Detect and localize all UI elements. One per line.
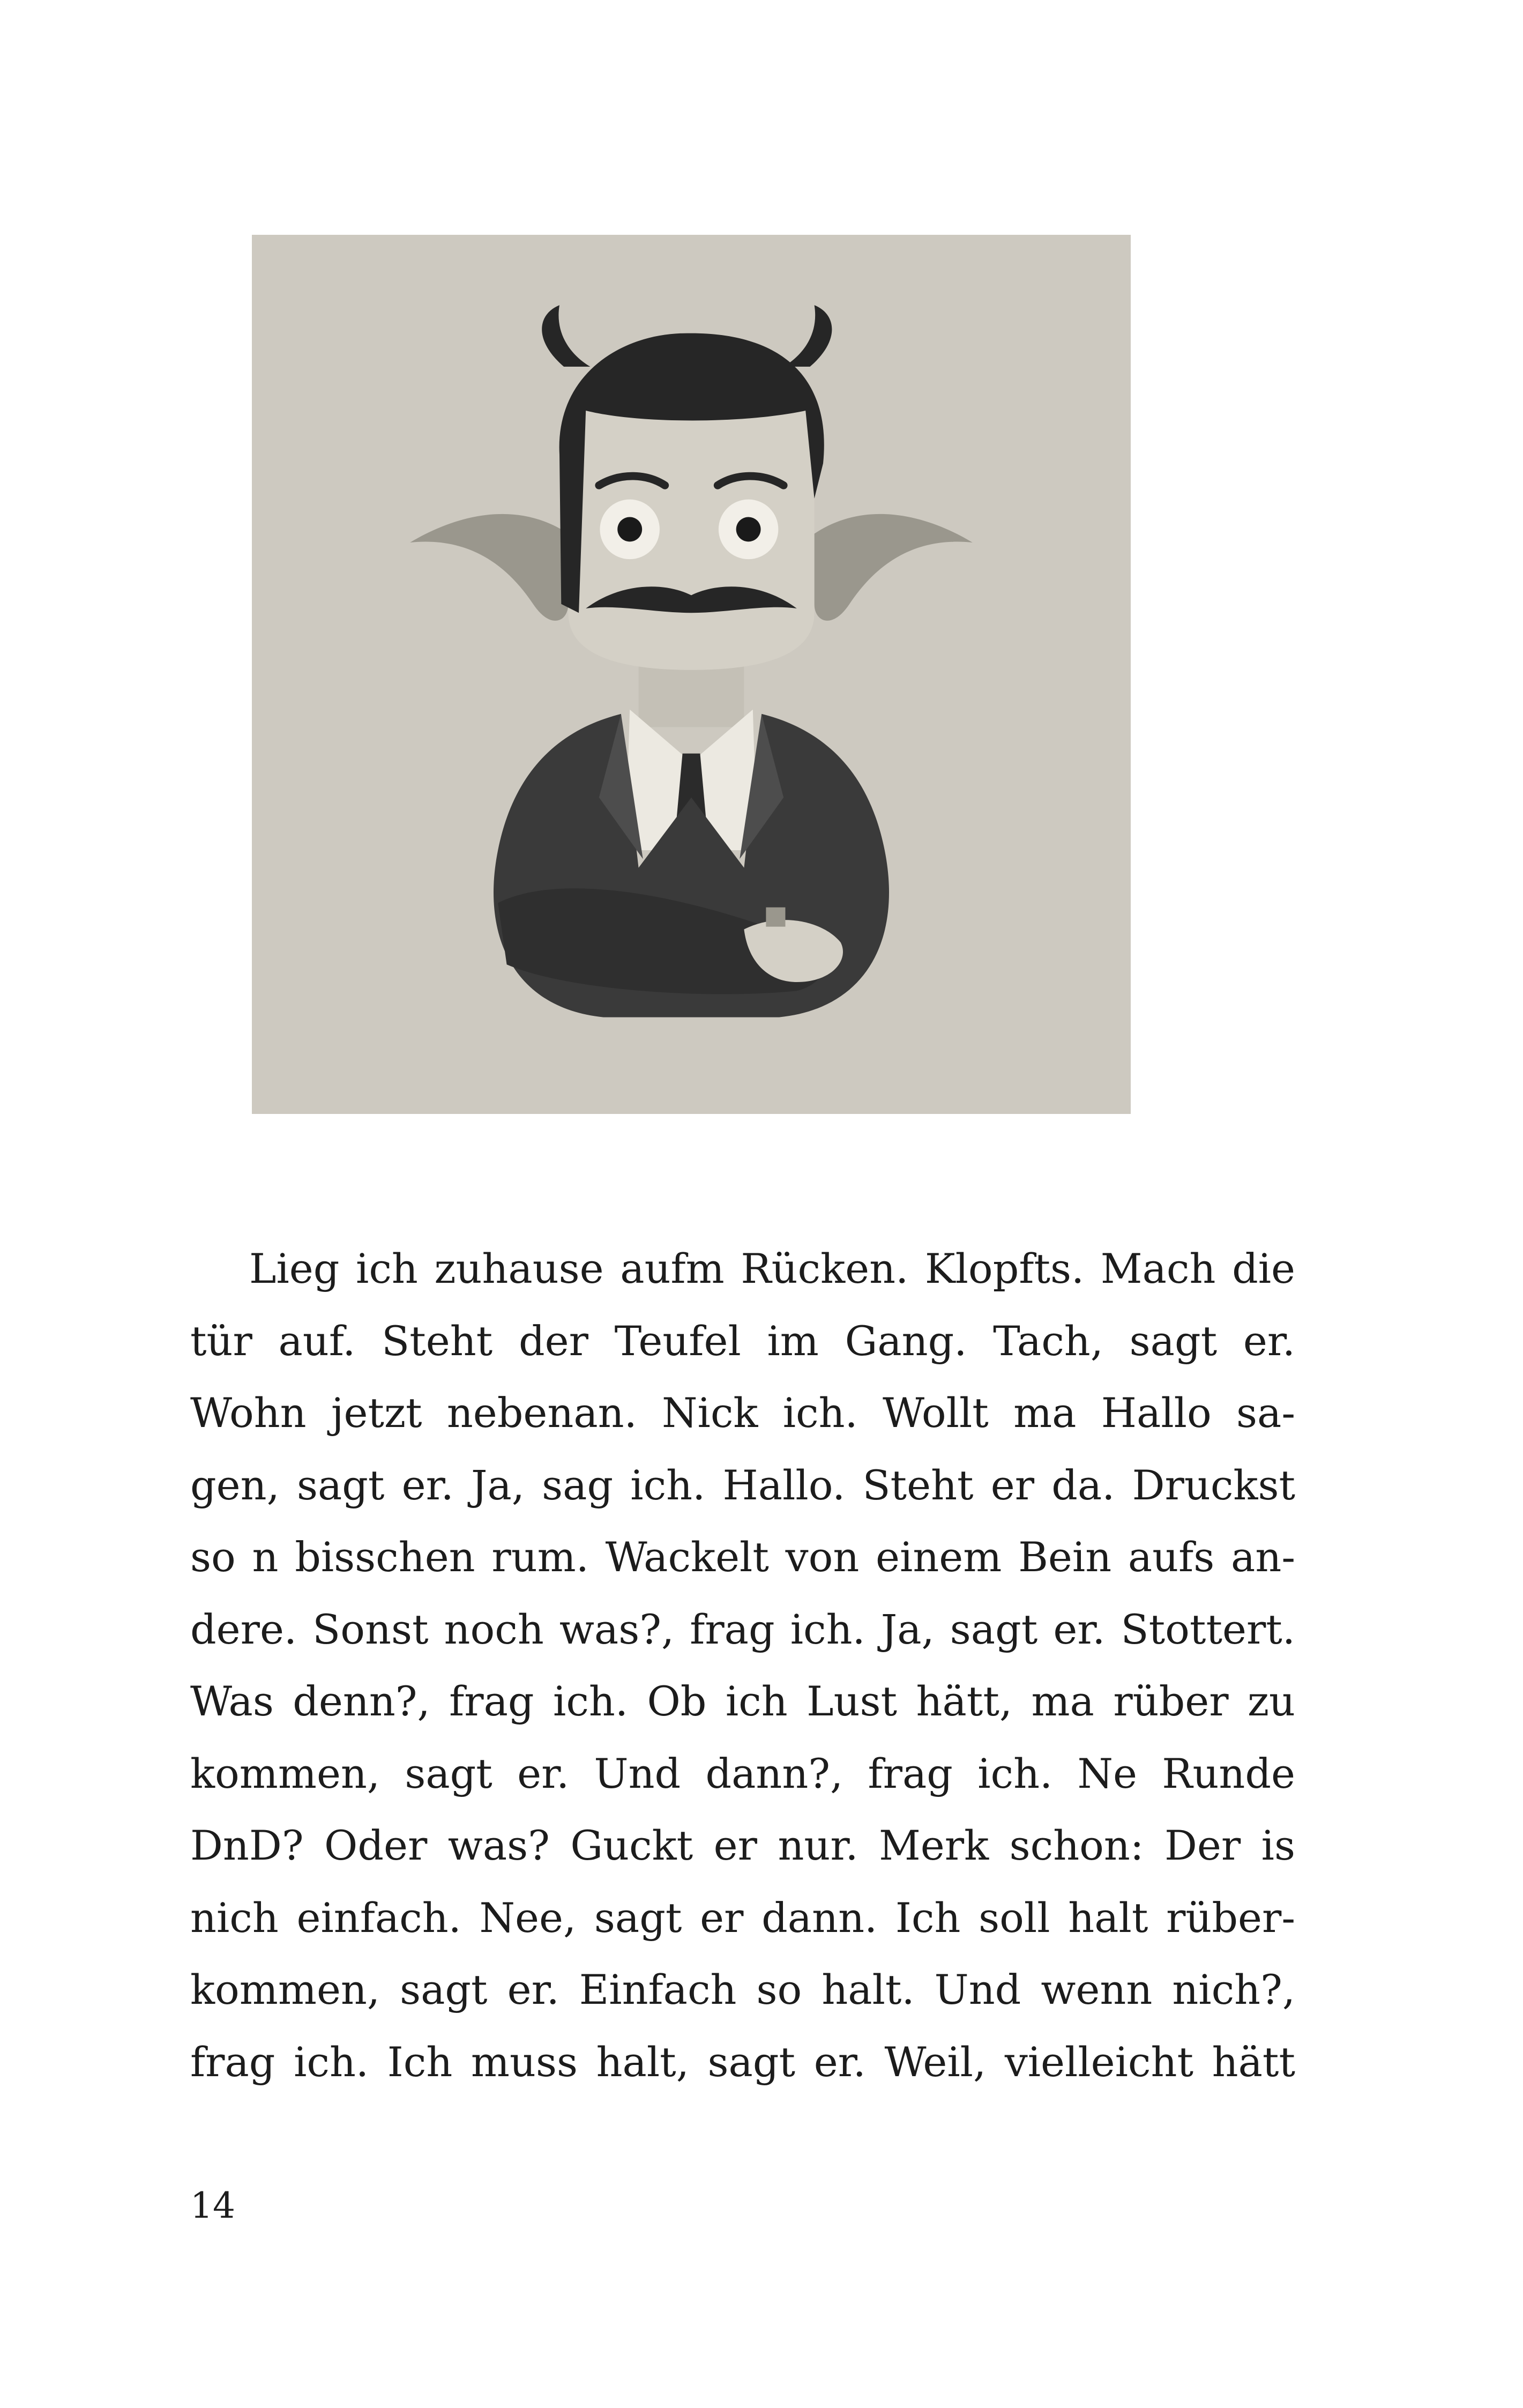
text-line: kommen, sagt er. Und dann?, frag ich. Ne Runde bbox=[190, 1749, 1295, 1797]
text-line: Wohn jetzt nebenan. Nick ich. Wollt ma Hallo sa- bbox=[190, 1389, 1295, 1437]
text-line: Lieg ich zuhause aufm Rücken. Klopfts. Mach die bbox=[249, 1245, 1295, 1292]
page-number: 14 bbox=[190, 2185, 235, 2226]
devil-in-suit-icon bbox=[252, 235, 1131, 1114]
text-line: tür auf. Steht der Teufel im Gang. Tach, sagt er. bbox=[190, 1317, 1295, 1365]
text-line: gen, sagt er. Ja, sag ich. Hallo. Steht er da. Druckst bbox=[190, 1461, 1295, 1509]
text-line: kommen, sagt er. Einfach so halt. Und wenn nich?, bbox=[190, 1966, 1295, 2013]
text-line: so n bisschen rum. Wackelt von einem Bein aufs an- bbox=[190, 1533, 1295, 1581]
text-line: frag ich. Ich muss halt, sagt er. Weil, vielleicht hätt bbox=[190, 2038, 1295, 2086]
devil-illustration bbox=[252, 235, 1131, 1114]
text-line: dere. Sonst noch was?, frag ich. Ja, sagt er. Stottert. bbox=[190, 1605, 1295, 1653]
text-line: nich einfach. Nee, sagt er dann. Ich soll halt rüber- bbox=[190, 1893, 1295, 1942]
text-line: Was denn?, frag ich. Ob ich Lust hätt, ma rüber zu bbox=[190, 1677, 1295, 1725]
text-line: DnD? Oder was? Guckt er nur. Merk schon: Der is bbox=[190, 1822, 1295, 1869]
body-text bbox=[190, 1233, 1295, 2098]
